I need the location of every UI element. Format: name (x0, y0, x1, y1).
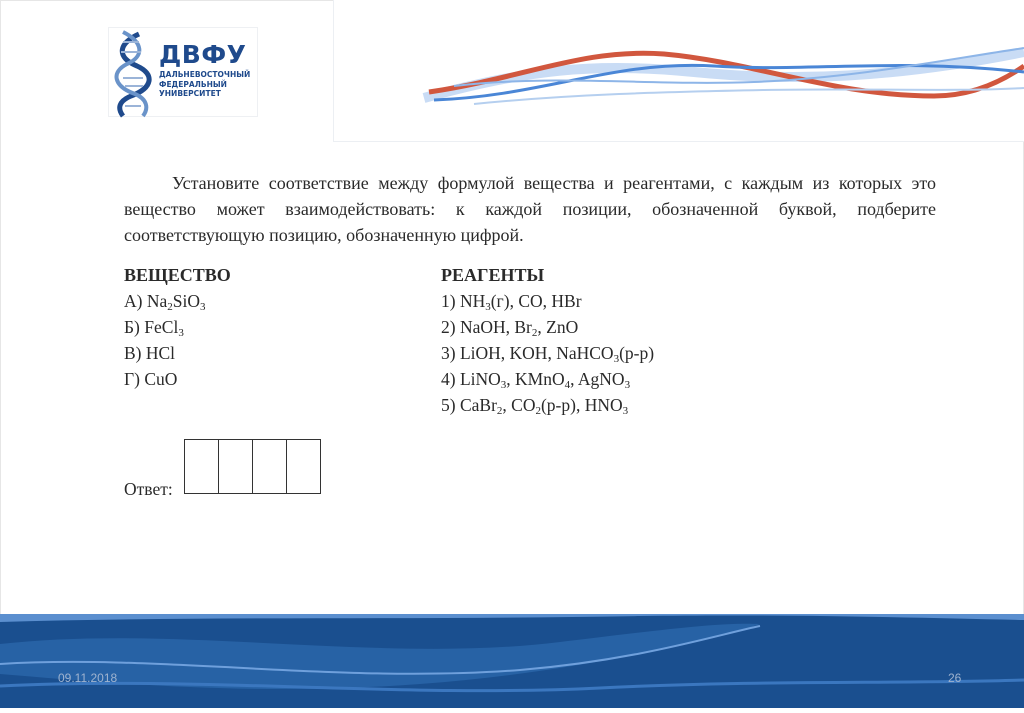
reagent-item: 2) NaOH, $Br_2$, ZnO (441, 317, 579, 339)
logo-subtitle-line: ДАЛЬНЕВОСТОЧНЫЙ (159, 70, 251, 79)
logo-subtitle-line: ФЕДЕРАЛЬНЫЙ (159, 79, 227, 89)
reagents-column (441, 262, 654, 418)
reagent-item: 1) $NH_3(г)$, CO, HBr (441, 291, 582, 313)
university-logo (108, 27, 258, 117)
footer-wave-decoration (0, 614, 1024, 708)
wave-decoration (334, 0, 1024, 142)
task-paragraph: Установите соответствие между формулой вещества и реагентами, с каждым из которых это вещество может взаимодействовать: к каждой позиции, обозначенной буквой, подберите соответствующую позицию, обозначенную цифрой. (124, 173, 936, 245)
substance-item: Б) FeCl$_3$ (124, 317, 184, 339)
reagents-heading: РЕАГЕНТЫ (441, 265, 545, 285)
reagent-item: 5) CaBr$_2$, $CO_2(р-р)$, $HNO_3$ (441, 395, 629, 417)
reagent-item: 3) LiOH, KOH, NaHCO$_3$(р-р) (441, 343, 655, 365)
answer-cell[interactable] (218, 439, 253, 494)
answer-cell[interactable] (252, 439, 287, 494)
reagent-item: 4) LiNO$_3$, KMnO$_4$, AgNO$_3$ (441, 369, 631, 391)
answer-cell[interactable] (184, 439, 219, 494)
logo-subtitle (159, 70, 250, 99)
footer-banner (0, 614, 1024, 708)
page-number: 26 (948, 671, 962, 685)
answer-label: Ответ: (124, 479, 173, 499)
logo-subtitle-line: УНИВЕРСИТЕТ (159, 89, 221, 98)
logo-title: ДВФУ (159, 40, 247, 69)
substance-item: А) $Na_2SiO_3$ (124, 291, 206, 313)
answer-grid (184, 439, 321, 494)
task-text (124, 170, 936, 248)
substance-item: Г) CuO (124, 369, 178, 389)
dna-helix-icon (109, 28, 159, 118)
header-banner (333, 0, 1024, 142)
substance-item: В) HCl (124, 343, 176, 363)
footer-date: 09.11.2018 (58, 671, 118, 685)
substances-column (124, 262, 231, 392)
substances-heading: ВЕЩЕСТВО (124, 265, 231, 285)
answer-cell[interactable] (286, 439, 321, 494)
